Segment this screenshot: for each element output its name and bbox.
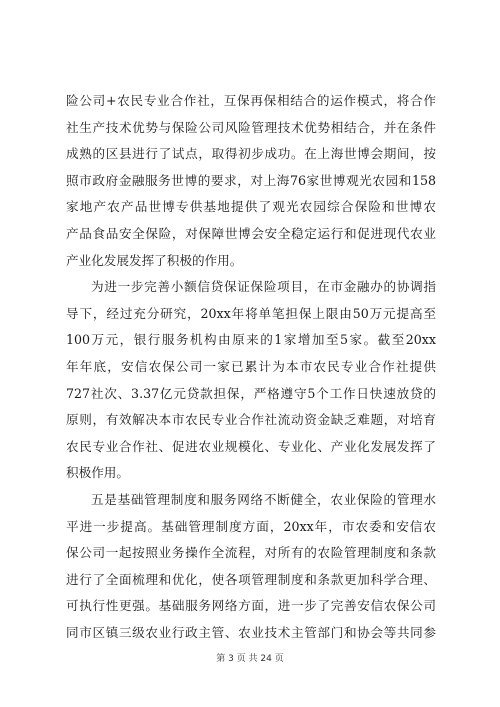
paragraph-3-line-3: 保公司一起按照业务操作全流程，对所有的农险管理制度和条款 xyxy=(66,545,436,561)
paragraph-2-line-6: 原则，有效解决本市农民专业合作社流动资金缺乏难题，对培育 xyxy=(66,412,436,428)
paragraph-3-line-6: 同市区镇三级农业行政主管、农业技术主管部门和协会等共同参 xyxy=(66,624,436,640)
paragraph-1-line-3: 成熟的区县进行了试点，取得初步成功。在上海世博会期间，按 xyxy=(66,146,436,162)
paragraph-3-line-5: 可执行性更强。基础服务网络方面，进一步了完善安信农保公司 xyxy=(66,598,436,614)
paragraph-1-line-4: 照市政府金融服务世博的要求，对上海76家世博观光农园和158 xyxy=(66,172,436,188)
paragraph-1-line-1: 险公司+农民专业合作社，互保再保相结合的运作模式，将合作 xyxy=(66,93,436,108)
paragraph-2-line-2: 导下，经过充分研究，20xx年将单笔担保上限由50万元提高至 xyxy=(66,305,436,321)
document-body xyxy=(66,88,436,646)
paragraph-1-line-5: 家地产农产品世博专供基地提供了观光农园综合保险和世博农 xyxy=(66,199,436,215)
paragraph-2-line-8: 积极作用。 xyxy=(66,465,129,481)
paragraph-3-line-4: 进行了全面梳理和优化，使各项管理制度和条款更加科学合理、 xyxy=(66,571,436,587)
paragraph-2-line-1: 为进一步完善小额信贷保证保险项目，在市金融办的协调指 xyxy=(91,279,436,295)
paragraph-2-line-3: 100万元，银行服务机构由原来的1家增加至5家。截至20xx xyxy=(66,332,436,348)
paragraph-2-line-5: 727社次、3.37亿元贷款担保，严格遵守5个工作日快速放贷的 xyxy=(66,385,436,401)
paragraph-2-line-4: 年年底，安信农保公司一家已累计为本市农民专业合作社提供 xyxy=(66,358,436,374)
paragraph-3-line-1: 五是基础管理制度和服务网络不断健全，农业保险的管理水 xyxy=(91,491,436,507)
paragraph-2-line-7: 农民专业合作社、促进农业规模化、专业化、产业化发展发挥了 xyxy=(66,438,436,454)
paragraph-3-line-2: 平进一步提高。基础管理制度方面，20xx年，市农委和安信农 xyxy=(66,518,436,534)
paragraph-1-line-6: 产品食品安全保险，对保障世博会安全稳定运行和促进现代农业 xyxy=(66,225,436,241)
page-number-label: 第 3 页 共 24 页 xyxy=(216,654,284,664)
page-footer xyxy=(0,651,500,664)
paragraph-1-line-2: 社生产技术优势与保险公司风险管理技术优势相结合，并在条件 xyxy=(66,119,436,135)
paragraph-1-line-7: 产业化发展发挥了积极的作用。 xyxy=(66,252,243,268)
